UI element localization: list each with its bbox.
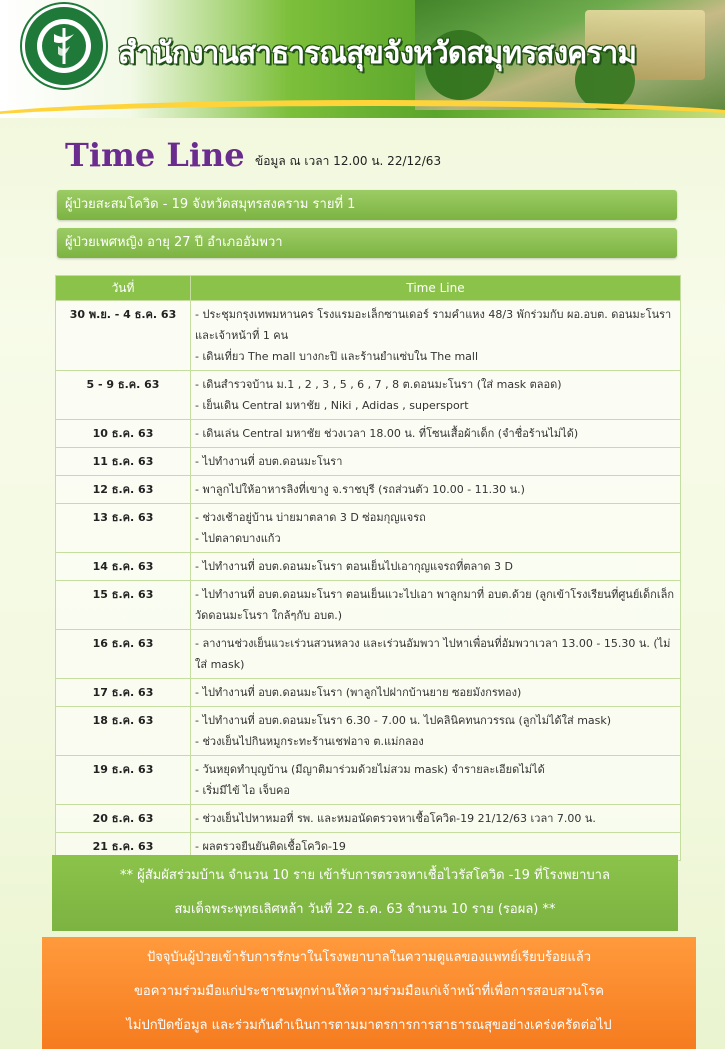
table-row: [56, 630, 681, 679]
row-events: [191, 371, 681, 420]
table-row: [56, 371, 681, 420]
event-item: - ไปตลาดบางแก้ว: [195, 532, 281, 545]
contacts-notice: [52, 855, 678, 931]
row-events: [191, 756, 681, 805]
row-events: [191, 630, 681, 679]
event-item: - ช่วงเช้าอยู่บ้าน บ่ายมาตลาด 3 D ซ่อมกุญแจรถ: [195, 511, 426, 524]
row-events: [191, 553, 681, 581]
caduceus-icon: [34, 16, 94, 76]
notice-line: ปัจจุบันผู้ป่วยเข้ารับการรักษาในโรงพยาบาลในความดูแลของแพทย์เรียบร้อยแล้ว: [146, 950, 592, 965]
table-row: [56, 581, 681, 630]
row-date: 19 ธ.ค. 63: [56, 756, 191, 805]
table-row: [56, 420, 681, 448]
event-item: - เดินเล่น Central มหาชัย ช่วงเวลา 18.00 น. ที่โซนเสื้อผ้าเด็ก (จำชื่อร้านไม่ได้): [195, 427, 579, 440]
row-date: 18 ธ.ค. 63: [56, 707, 191, 756]
row-date: 16 ธ.ค. 63: [56, 630, 191, 679]
event-item: - พาลูกไปให้อาหารลิงที่เขางู จ.ราชบุรี (รถส่วนตัว 10.00 - 11.30 น.): [195, 483, 525, 496]
event-item: - ประชุมกรุงเทพมหานคร โรงแรมอะเล็กซานเดอร์ รามคำแหง 48/3 พักร่วมกับ ผอ.อบต. ดอนมะโนรา และเจ้าหน้าที่ 1 คน: [195, 308, 672, 342]
row-events: [191, 707, 681, 756]
org-title: สำนักงานสาธารณสุขจังหวัดสมุทรสงคราม: [118, 36, 636, 71]
row-events: [191, 504, 681, 553]
row-events: [191, 448, 681, 476]
event-item: - เดินสำรวจบ้าน ม.1 , 2 , 3 , 5 , 6 , 7 , 8 ต.ดอนมะโนรา (ใส่ mask ตลอด): [195, 378, 562, 391]
row-date: 10 ธ.ค. 63: [56, 420, 191, 448]
timeline-title: Time Line: [65, 136, 245, 174]
event-item: - ไปทำงานที่ อบต.ดอนมะโนรา (พาลูกไปฝากบ้านยาย ซอยมังกรทอง): [195, 686, 522, 699]
row-date: 5 - 9 ธ.ค. 63: [56, 371, 191, 420]
header-banner: [0, 0, 725, 118]
notice-line: ** ผู้สัมผัสร่วมบ้าน จำนวน 10 ราย เข้ารับการตรวจหาเชื้อไวรัสโควิด -19 ที่โรงพยาบาล: [120, 868, 610, 883]
event-item: - ลางานช่วงเย็นแวะเร่วนสวนหลวง และเร่วนอัมพวา ไปหาเพื่อนที่อัมพวาเวลา 13.00 - 15.30 น. (ไม่ใส่ mask): [195, 637, 671, 671]
row-events: [191, 581, 681, 630]
row-events: [191, 420, 681, 448]
event-item: - ไปทำงานที่ อบต.ดอนมะโนรา 6.30 - 7.00 น. ไปคลินิคทนกวรรณ (ลูกไม่ได้ใส่ mask): [195, 714, 612, 727]
event-item: - ผลตรวจยืนยันติดเชื้อโควิด-19: [195, 840, 346, 853]
event-item: - วันหยุดทำบุญบ้าน (มีญาติมาร่วมด้วยไม่สวม mask) จำรายละเอียดไม่ได้: [195, 763, 545, 776]
timeline-table: [55, 275, 681, 861]
header-date: วันที่: [56, 276, 191, 301]
notice-line: สมเด็จพระพุทธเลิศหล้า วันที่ 22 ธ.ค. 63 จำนวน 10 ราย (รอผล) **: [174, 902, 556, 917]
row-date: 20 ธ.ค. 63: [56, 805, 191, 833]
notice-line: ไม่ปกปิดข้อมูล และร่วมกันดำเนินการตามมาตรการการสาธารณสุขอย่างเคร่งครัดต่อไป: [126, 1018, 612, 1033]
row-events: [191, 679, 681, 707]
table-row: [56, 553, 681, 581]
event-item: - ช่วงเย็นไปกินหมูกระทะร้านเชฟอาจ ต.แม่กลอง: [195, 735, 424, 748]
row-date: 13 ธ.ค. 63: [56, 504, 191, 553]
event-item: - ช่วงเย็นไปหาหมอที่ รพ. และหมอนัดตรวจหาเชื้อโควิด-19 21/12/63 เวลา 7.00 น.: [195, 812, 596, 825]
event-item: - ไปทำงานที่ อบต.ดอนมะโนรา ตอนเย็นไปเอากุญแจรถที่ตลาด 3 D: [195, 560, 513, 573]
table-row: [56, 707, 681, 756]
event-item: - ไปทำงานที่ อบต.ดอนมะโนรา ตอนเย็นแวะไปเอา พาลูกมาที่ อบต.ด้วย (ลูกเข้าโรงเรียนที่ศูนย์เด็กเล็กวัดดอนมะโนรา ใกล้ๆกับ อบต.): [195, 588, 674, 622]
row-date: 17 ธ.ค. 63: [56, 679, 191, 707]
table-row: [56, 301, 681, 371]
table-row: [56, 448, 681, 476]
table-row: [56, 476, 681, 504]
case-label-2: ผู้ป่วยเพศหญิง อายุ 27 ปี อำเภออัมพวา: [57, 228, 677, 258]
row-date: 12 ธ.ค. 63: [56, 476, 191, 504]
case-label-1: ผู้ป่วยสะสมโควิด - 19 จังหวัดสมุทรสงคราม รายที่ 1: [57, 190, 677, 220]
row-events: [191, 476, 681, 504]
event-item: - เย็นเดิน Central มหาชัย , Niki , Adidas , supersport: [195, 399, 469, 412]
row-events: [191, 301, 681, 371]
status-notice: [42, 937, 696, 1049]
row-date: 15 ธ.ค. 63: [56, 581, 191, 630]
row-date: 14 ธ.ค. 63: [56, 553, 191, 581]
table-row: [56, 805, 681, 833]
table-row: [56, 756, 681, 805]
timeline-as-of: ข้อมูล ณ เวลา 12.00 น. 22/12/63: [255, 154, 442, 168]
row-date: 21 ธ.ค. 63: [56, 833, 191, 861]
event-item: - เดินเที่ยว The mall บางกะปิ และร้านยำแซ่บใน The mall: [195, 350, 479, 363]
table-header-row: [56, 276, 681, 301]
notice-line: ขอความร่วมมือแก่ประชาชนทุกท่านให้ความร่วมมือแก่เจ้าหน้าที่เพื่อการสอบสวนโรค: [134, 984, 604, 999]
header-timeline: Time Line: [191, 276, 681, 301]
row-date: 11 ธ.ค. 63: [56, 448, 191, 476]
event-item: - เริ่มมีไข้ ไอ เจ็บคอ: [195, 784, 290, 797]
event-item: - ไปทำงานที่ อบต.ดอนมะโนรา: [195, 455, 343, 468]
table-row: [56, 504, 681, 553]
moph-logo: [22, 4, 106, 88]
row-events: [191, 805, 681, 833]
table-row: [56, 679, 681, 707]
row-date: 30 พ.ย. - 4 ธ.ค. 63: [56, 301, 191, 371]
